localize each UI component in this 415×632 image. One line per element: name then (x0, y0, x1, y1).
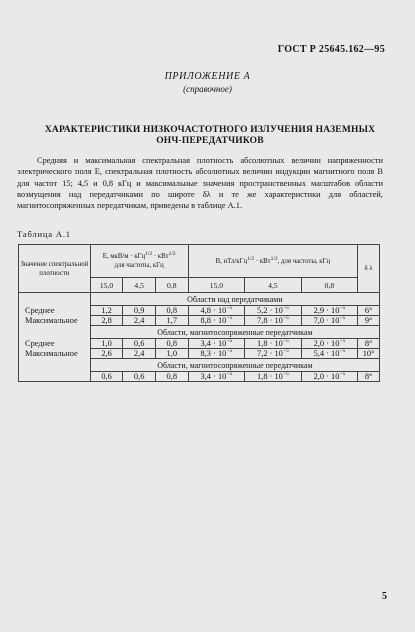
header-e-group (90, 245, 188, 278)
b-mantissa: 8,8 · 10 (200, 316, 227, 325)
b-exponent: −5 (339, 348, 346, 354)
table-row (19, 349, 380, 359)
b-exponent: −5 (282, 315, 289, 321)
header-b-exp2: 1/2 (270, 255, 278, 262)
b-exponent: −5 (339, 315, 346, 321)
e-cell: 2,6 (90, 349, 123, 359)
b-mantissa: 2,0 · 10 (313, 372, 340, 381)
dl-cell: 9° (358, 316, 380, 326)
section-spacer (19, 326, 91, 339)
row-label: Максимальное (19, 349, 91, 359)
header-e-prefix: E, мкВ/м · кГц (102, 253, 146, 260)
e-cell: 1,0 (155, 349, 188, 359)
header-b-suffix: , для частоты, кГц (277, 257, 331, 265)
b-exponent: −5 (282, 348, 289, 354)
e-cell: 0,6 (90, 372, 123, 382)
section-title (30, 125, 390, 147)
table-row (19, 316, 380, 326)
e-cell: 0,6 (123, 339, 156, 349)
section-title-cell: Области над передатчиками (90, 293, 379, 306)
b-exponent: −5 (339, 371, 346, 377)
section-row (19, 359, 380, 372)
b-mantissa: 5,4 · 10 (313, 349, 340, 358)
e-cell: 0,9 (123, 306, 156, 316)
appendix-note: (справочное) (183, 84, 232, 94)
b-mantissa: 2,9 · 10 (313, 306, 340, 315)
b-cell (188, 372, 245, 382)
freq-cell: 4,5 (123, 278, 156, 293)
b-cell (301, 316, 358, 326)
e-cell: 2,8 (90, 316, 123, 326)
freq-cell: 15,0 (188, 278, 245, 293)
table-row (19, 372, 380, 382)
b-exponent: −5 (226, 348, 233, 354)
header-value-column: Значение спектральной плотности (19, 245, 91, 293)
row-label: Среднее (19, 339, 91, 349)
e-cell: 1,7 (155, 316, 188, 326)
header-e-mid: · кВт (152, 253, 169, 260)
e-cell: 2,4 (123, 316, 156, 326)
appendix-title: ПРИЛОЖЕНИЕ А (164, 71, 251, 82)
standard-header: ГОСТ Р 25645.162—95 (277, 44, 385, 55)
dl-cell: 6° (358, 306, 380, 316)
b-exponent: −5 (282, 305, 289, 311)
b-mantissa: 1,8 · 10 (257, 372, 283, 381)
dl-cell: 10° (358, 349, 380, 359)
b-mantissa: 7,0 · 10 (313, 316, 340, 325)
b-mantissa: 3,4 · 10 (200, 372, 227, 381)
section-title-line2: ОНЧ-ПЕРЕДАТЧИКОВ (156, 136, 264, 146)
table-row (19, 339, 380, 349)
freq-cell: 0,8 (301, 278, 358, 293)
b-exponent: −5 (226, 315, 233, 321)
header-e-exp2: 1/2 (168, 251, 176, 257)
b-mantissa: 8,3 · 10 (200, 349, 227, 358)
e-cell: 0,8 (155, 306, 188, 316)
b-mantissa: 3,4 · 10 (200, 339, 227, 348)
body-paragraph: Средняя и максимальная спектральная плотность абсолютных величин напряженности электрического поля E, спектральная плотность абсолютных величин индукции магнитного поля B для частот 15; 4,5 и 0,8 кГц и максимальные значения пространственных масштабов области возмущения над передатчиками по широте δλ и те же характеристики для областей, магнитосопряженных передатчикам, приведены в таблице А.1. (17, 156, 383, 211)
data-table (18, 244, 380, 382)
header-e-exp1: 1/2 (145, 251, 153, 257)
b-cell (245, 372, 302, 382)
e-cell: 0,8 (155, 372, 188, 382)
b-exponent: −5 (226, 305, 233, 311)
b-cell (301, 372, 358, 382)
freq-cell: 15,0 (90, 278, 123, 293)
freq-cell: 4,5 (245, 278, 302, 293)
e-cell: 1,0 (90, 339, 123, 349)
section-row (19, 326, 380, 339)
row-label (19, 372, 91, 382)
section-title-cell: Области, магнитосопряженные передатчикам (90, 359, 379, 372)
row-label: Максимальное (19, 316, 91, 326)
page-number: 5 (382, 591, 387, 602)
e-cell: 0,6 (123, 372, 156, 382)
dl-cell: 8° (358, 372, 380, 382)
b-cell (245, 316, 302, 326)
b-exponent: −5 (282, 371, 289, 377)
table-caption: Таблица А.1 (17, 229, 71, 239)
freq-cell: 0,8 (155, 278, 188, 293)
b-mantissa: 2,0 · 10 (313, 339, 340, 348)
b-mantissa: 1,8 · 10 (257, 339, 283, 348)
b-exponent: −5 (339, 305, 346, 311)
e-cell: 0,8 (155, 339, 188, 349)
header-b-group (188, 245, 358, 278)
b-exponent: −5 (282, 338, 289, 344)
b-cell (245, 349, 302, 359)
b-cell (245, 339, 302, 349)
section-row (19, 293, 380, 306)
b-exponent: −5 (226, 338, 233, 344)
section-title-cell: Области, магнитосопряженные передатчикам (90, 326, 379, 339)
e-cell: 2,4 (123, 349, 156, 359)
b-mantissa: 7,2 · 10 (257, 349, 283, 358)
dl-cell: 8° (358, 339, 380, 349)
header-b-mid: · кВт (254, 257, 271, 265)
table-row (19, 306, 380, 316)
b-exponent: −5 (339, 338, 346, 344)
b-cell (301, 306, 358, 316)
b-cell (188, 349, 245, 359)
b-cell (301, 339, 358, 349)
section-title-line1: ХАРАКТЕРИСТИКИ НИЗКОЧАСТОТНОГО ИЗЛУЧЕНИЯ НАЗЕМНЫХ (44, 125, 376, 135)
b-mantissa: 4,8 · 10 (200, 306, 227, 315)
b-cell (188, 339, 245, 349)
b-cell (188, 306, 245, 316)
b-cell (188, 316, 245, 326)
header-b-exp1: 1/2 (247, 255, 255, 262)
header-e-line2: для частоты, кГц (114, 262, 164, 269)
row-label: Среднее (19, 306, 91, 316)
b-mantissa: 7,8 · 10 (257, 316, 283, 325)
b-mantissa: 5,2 · 10 (257, 306, 283, 315)
header-delta-lambda: δ λ (358, 245, 380, 293)
section-spacer (19, 359, 91, 372)
b-cell (245, 306, 302, 316)
b-exponent: −5 (226, 371, 233, 377)
b-cell (301, 349, 358, 359)
header-b-prefix: B, нТл/кГц (215, 257, 248, 265)
section-spacer (19, 293, 91, 306)
e-cell: 1,2 (90, 306, 123, 316)
table-header-row (19, 245, 380, 278)
